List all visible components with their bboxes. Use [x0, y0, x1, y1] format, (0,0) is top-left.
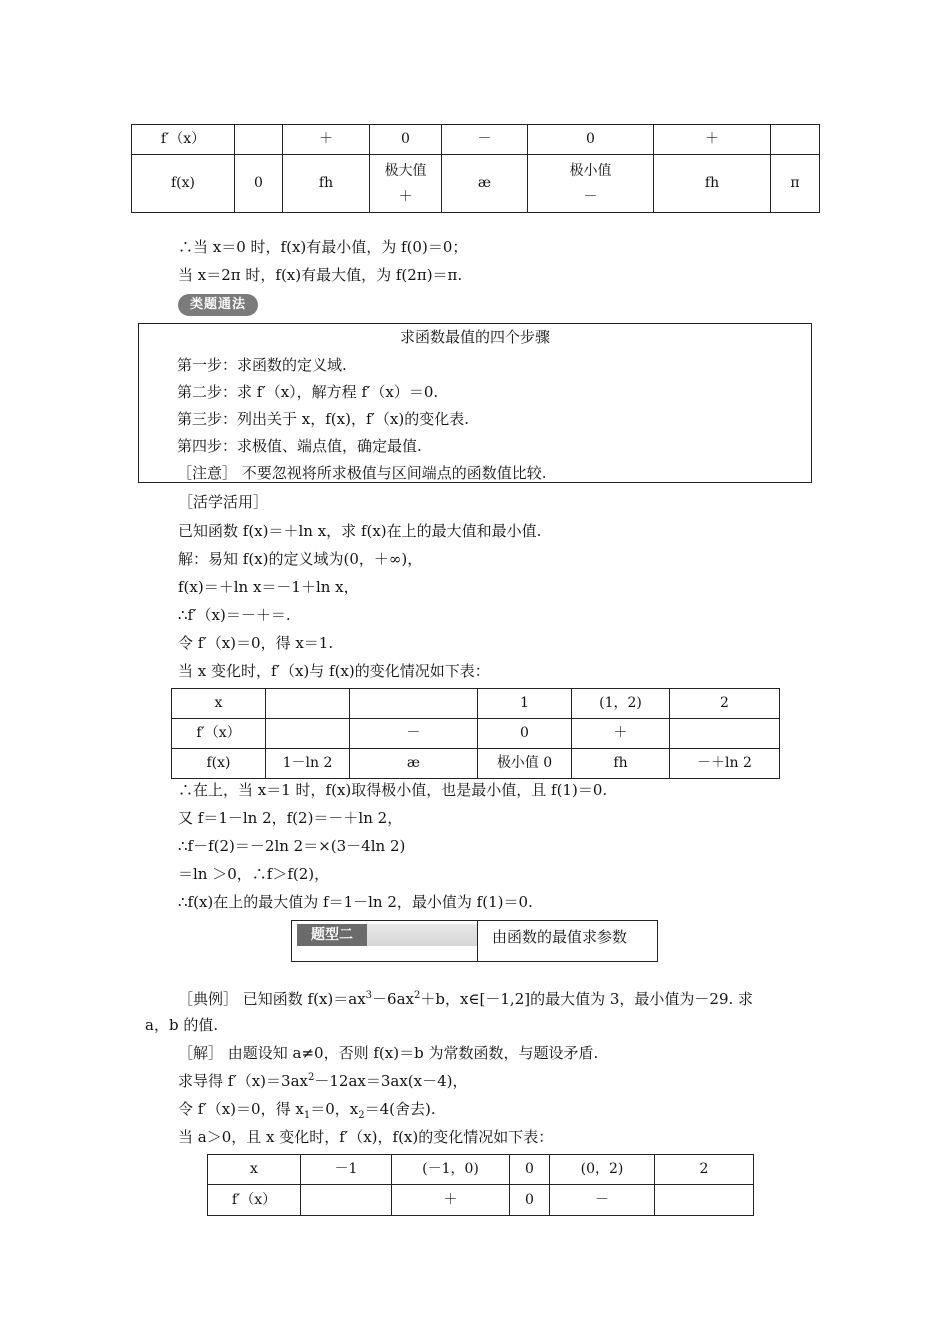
exponent: 2	[413, 990, 421, 1001]
table-cell: 2	[670, 689, 780, 719]
question-type-banner	[291, 920, 658, 962]
solution-line: 当 a＞0，且 x 变化时，f′（x)，f(x)的变化情况如下表：	[178, 1128, 554, 1146]
method-step: 第一步：求函数的定义域.	[177, 356, 347, 374]
method-box	[138, 323, 812, 483]
table-cell: fh	[654, 155, 771, 213]
table-cell: f(x)	[132, 155, 235, 213]
exponent: 2	[307, 1072, 315, 1083]
practice-line: 已知函数 f(x)＝＋ln x，求 f(x)在上的最大值和最小值.	[178, 522, 542, 540]
subscript: 2	[358, 1110, 365, 1121]
practice-line: 解：易知 f(x)的定义域为(0，＋∞)，	[178, 550, 423, 568]
table-cell: －	[350, 719, 478, 749]
method-step: 第四步：求极值、端点值，确定最值.	[177, 437, 422, 455]
solution-line	[178, 1099, 436, 1119]
table-cell: 0	[510, 1185, 550, 1216]
method-step: 第二步：求 f′（x），解方程 f′（x）＝0.	[177, 383, 439, 401]
table-cell: 0	[510, 1155, 550, 1185]
practice-line: f(x)＝＋ln x＝－1＋ln x，	[178, 578, 359, 596]
table-cell: f′（x）	[172, 719, 266, 749]
text-span: 令 f′（x)＝0，得 x	[178, 1100, 304, 1118]
practice-line: 又 f＝1－ln 2，f(2)＝－＋ln 2，	[178, 809, 403, 827]
table-cell: 2	[655, 1155, 754, 1185]
table-cell: ＋	[392, 1185, 510, 1216]
method-badge: 类题通法	[178, 294, 258, 316]
practice-heading: ［活学活用］	[178, 493, 269, 511]
table-cell	[301, 1185, 392, 1216]
table-row	[132, 155, 820, 213]
table-row	[172, 749, 780, 779]
text-span: ＋b，x∈[－1,2]的最大值为 3，最小值为－29. 求	[420, 990, 754, 1008]
banner-divider	[477, 921, 478, 961]
table-cell: 1－ln 2	[266, 749, 350, 779]
table-cell	[350, 689, 478, 719]
table-cell: ＋	[572, 719, 670, 749]
table-cell	[655, 1185, 754, 1216]
table-cell: ＋	[283, 125, 370, 155]
table-cell: 0	[370, 125, 442, 155]
table-row	[208, 1185, 754, 1216]
solution-line: ［解］ 由题设知 a≠0，否则 f(x)＝b 为常数函数，与题设矛盾.	[178, 1044, 599, 1062]
question-type-tag-bg	[297, 924, 477, 946]
table-cell: 0	[235, 155, 283, 213]
table-cell: －	[442, 125, 528, 155]
table-cell	[771, 125, 820, 155]
practice-line: ∴f－f(2)＝－2ln 2＝×(3－4ln 2)	[178, 837, 406, 855]
variation-table-3	[207, 1154, 754, 1216]
table-cell: æ	[442, 155, 528, 213]
table-cell: 0	[528, 125, 654, 155]
question-type-title: 由函数的最值求参数	[492, 928, 628, 946]
practice-line: ∴在上，当 x＝1 时，f(x)取得极小值，也是最小值，且 f(1)＝0.	[178, 781, 608, 799]
table-row	[132, 125, 820, 155]
table-cell: 1	[478, 689, 572, 719]
text-span: 求导得 f′（x)＝3ax	[178, 1072, 308, 1090]
method-step: 第三步：列出关于 x，f(x)，f′（x)的变化表.	[177, 410, 469, 428]
conclusion-line: ∴当 x＝0 时，f(x)有最小值，为 f(0)＝0；	[178, 238, 468, 256]
table-cell: 极小值 －	[528, 155, 654, 213]
table-cell: π	[771, 155, 820, 213]
solution-line	[178, 1071, 468, 1091]
exponent: 3	[365, 990, 373, 1001]
table-cell: fh	[283, 155, 370, 213]
text-span: ［典例］ 已知函数 f(x)＝ax	[178, 990, 366, 1008]
practice-line: ∴f′（x)＝－＋＝.	[178, 606, 291, 624]
table-cell: 极大值 ＋	[370, 155, 442, 213]
practice-line: ∴f(x)在上的最大值为 f＝1－ln 2，最小值为 f(1)＝0.	[178, 893, 533, 911]
text-span: ＝0，x	[310, 1100, 359, 1118]
table-cell: x	[208, 1155, 301, 1185]
method-note: ［注意］ 不要忽视将所求极值与区间端点的函数值比较.	[177, 464, 547, 482]
practice-line: 令 f′（x)＝0，得 x＝1.	[178, 634, 334, 652]
table-cell	[266, 689, 350, 719]
table-cell: f′（x）	[132, 125, 235, 155]
method-box-title: 求函数最值的四个步骤	[399, 328, 550, 346]
table-cell	[266, 719, 350, 749]
subscript: 1	[303, 1110, 311, 1121]
table-cell	[670, 719, 780, 749]
table-row	[208, 1155, 754, 1185]
table-cell: (－1，0)	[392, 1155, 510, 1185]
table-cell: ＋	[654, 125, 771, 155]
question-type-tag: 题型二	[297, 924, 367, 946]
example-line: a，b 的值.	[145, 1016, 219, 1034]
table-cell: 0	[478, 719, 572, 749]
text-span: ＝4(舍去).	[364, 1100, 436, 1118]
table-row	[172, 689, 780, 719]
practice-line: ＝ln ＞0，∴f＞f(2)，	[178, 865, 330, 883]
table-row	[172, 719, 780, 749]
table-cell: －1	[301, 1155, 392, 1185]
variation-table-2	[171, 688, 780, 779]
table-cell: (1，2)	[572, 689, 670, 719]
table-cell: －＋ln 2	[670, 749, 780, 779]
table-cell	[235, 125, 283, 155]
table-cell: x	[172, 689, 266, 719]
text-span: －6ax	[372, 990, 414, 1008]
table-cell: (0，2)	[550, 1155, 655, 1185]
table-cell: fh	[572, 749, 670, 779]
variation-table-1	[131, 124, 820, 213]
table-cell: 极小值 0	[478, 749, 572, 779]
practice-line: 当 x 变化时，f′（x)与 f(x)的变化情况如下表：	[178, 662, 490, 680]
table-cell: f(x)	[172, 749, 266, 779]
example-line	[178, 989, 753, 1009]
table-cell: æ	[350, 749, 478, 779]
table-cell: －	[550, 1185, 655, 1216]
text-span: －12ax＝3ax(x－4)，	[314, 1072, 468, 1090]
table-cell: f′（x）	[208, 1185, 301, 1216]
conclusion-line: 当 x＝2π 时，f(x)有最大值，为 f(2π)＝π.	[178, 266, 463, 284]
